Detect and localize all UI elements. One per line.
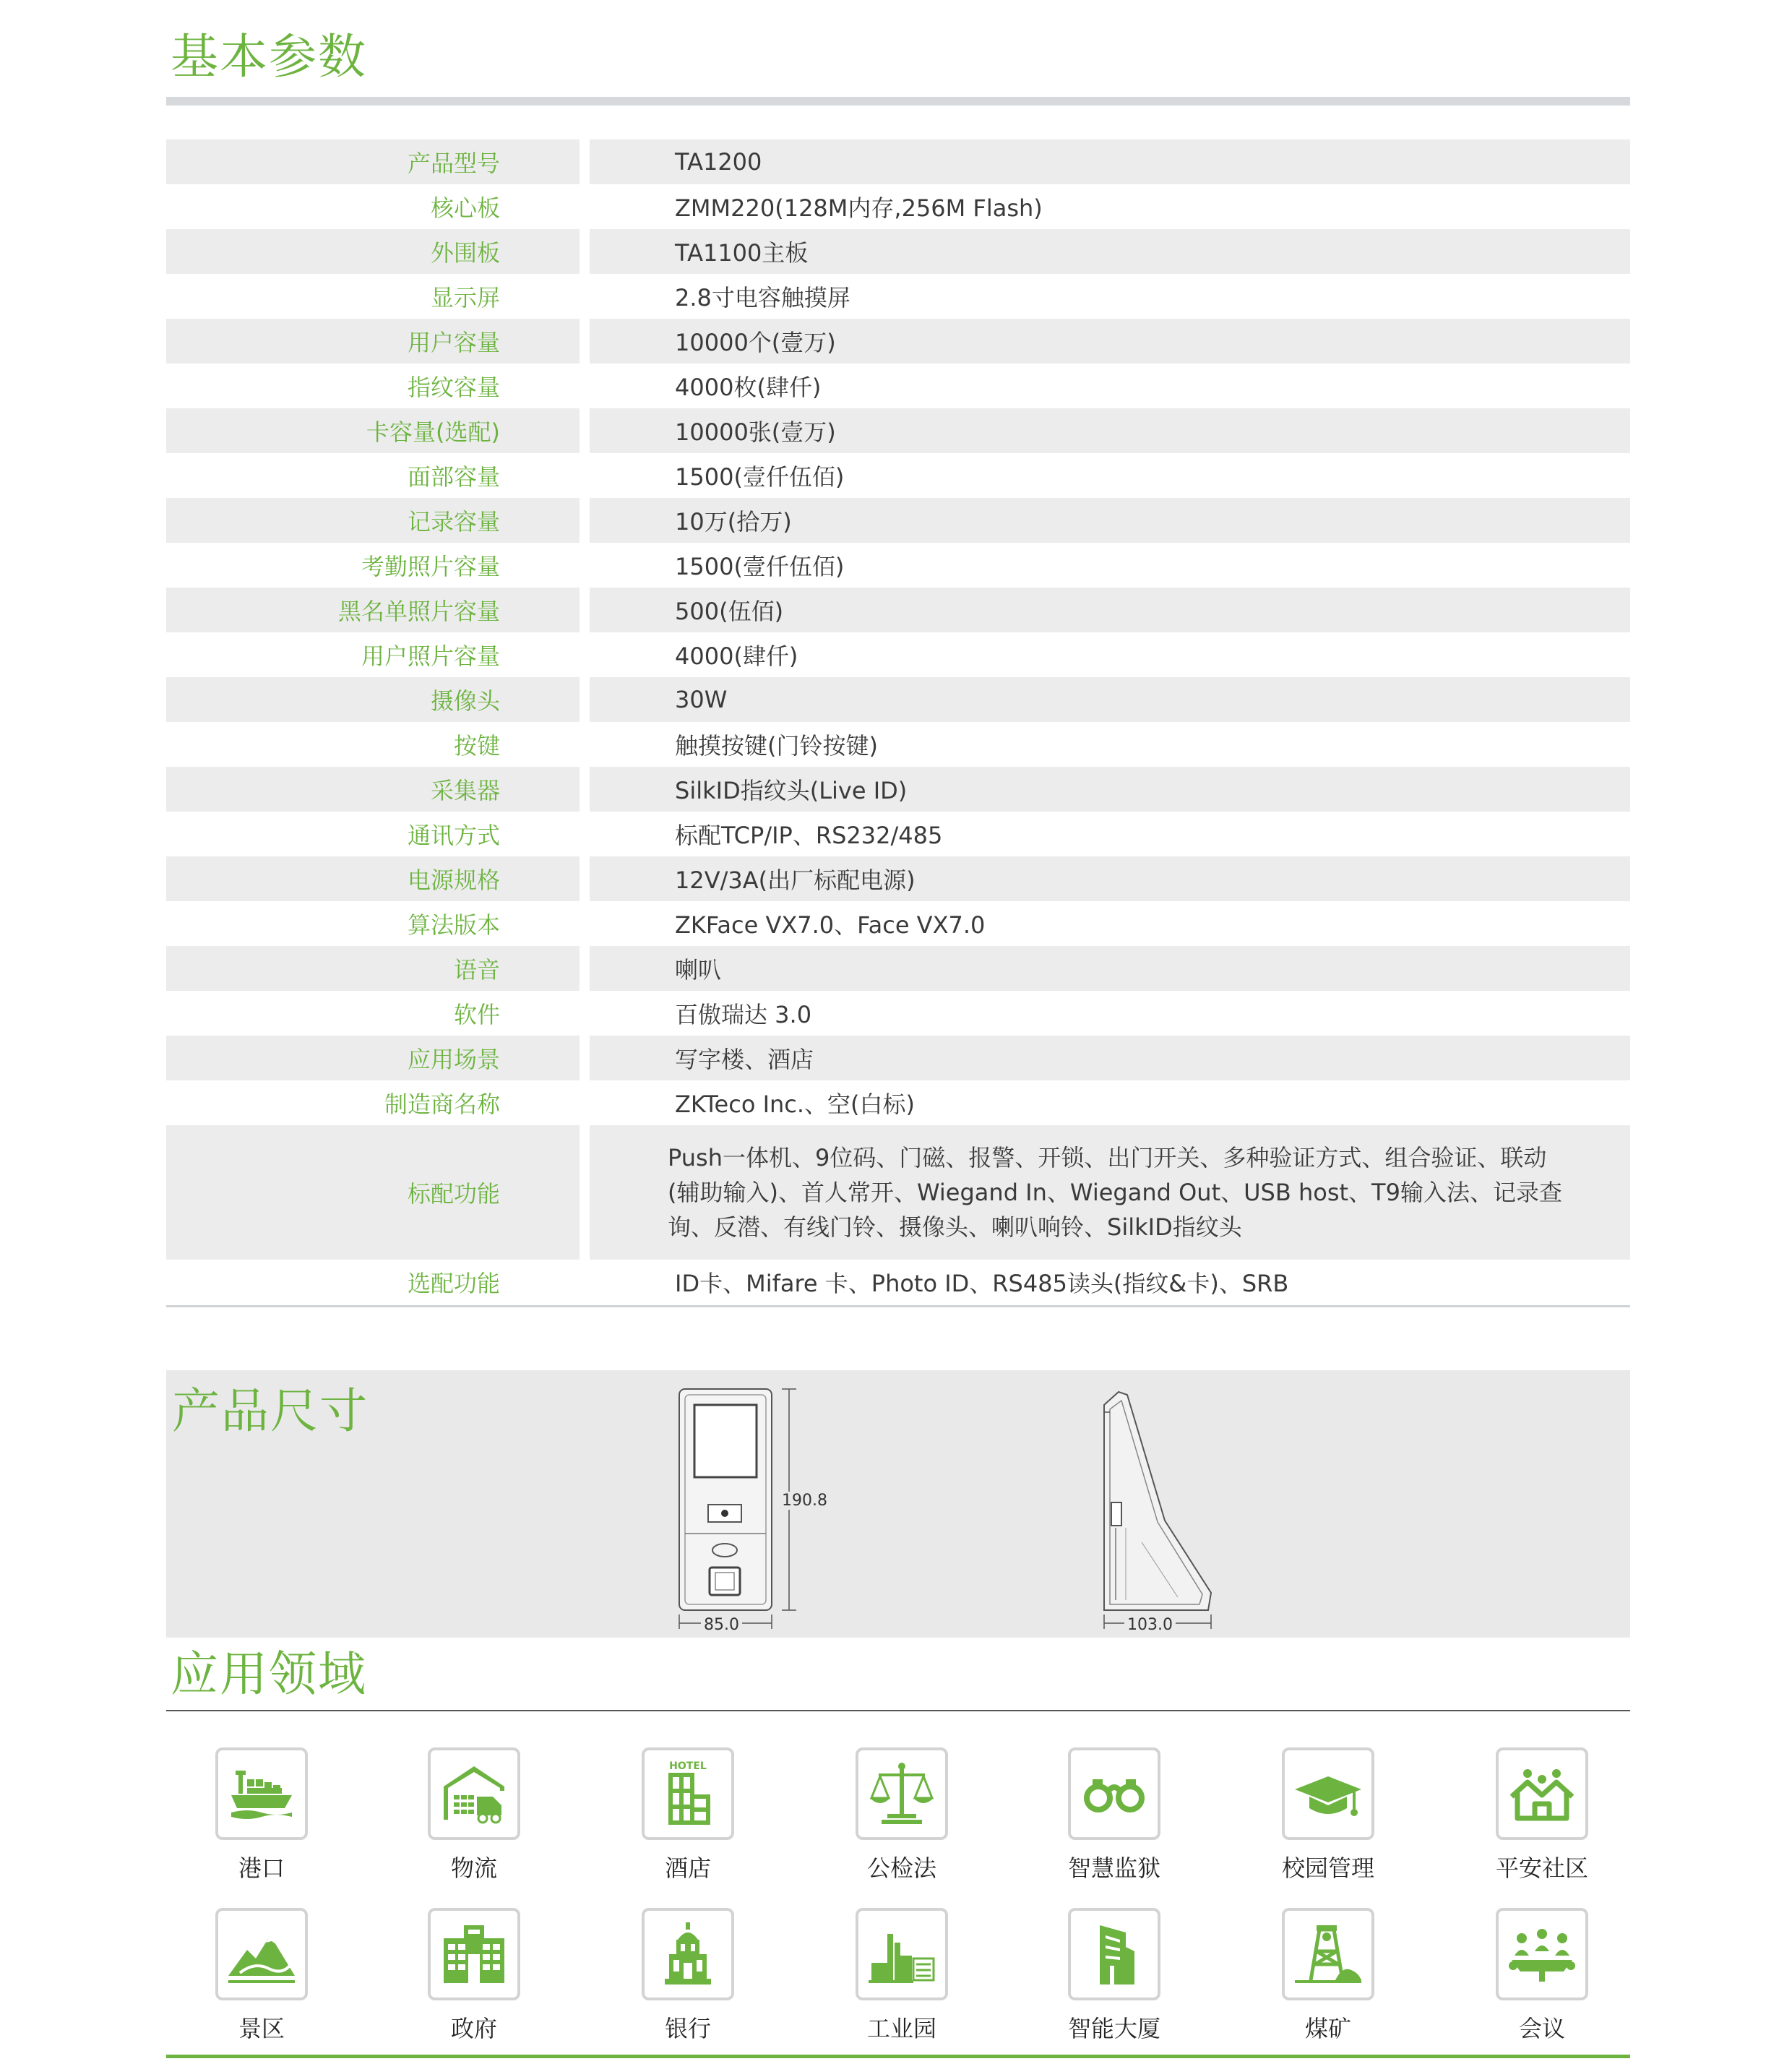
application-item-meeting — [1463, 1908, 1621, 2044]
application-item-industrial-park — [822, 1908, 981, 2044]
spec-cell-gap — [580, 319, 590, 364]
spec-cell-gap — [580, 588, 590, 632]
dimension-height-label: 190.8 — [779, 1492, 830, 1510]
spec-row — [166, 722, 1630, 767]
spec-value: 10000张(壹万) — [590, 408, 1630, 453]
application-item-bank — [608, 1908, 767, 2044]
spec-value: 1500(壹仟伍佰) — [675, 463, 845, 491]
spec-row — [166, 812, 1630, 856]
spec-cell-gap — [580, 1260, 590, 1304]
spec-section-title: 基本参数 — [171, 29, 367, 85]
application-item-community — [1463, 1747, 1621, 1883]
spec-value: ZKFace VX7.0、Face VX7.0 — [675, 911, 986, 939]
spec-row — [166, 901, 1630, 946]
spec-row — [166, 408, 1630, 453]
community-icon — [1496, 1747, 1588, 1840]
spec-table — [166, 139, 1630, 1304]
application-label: 港口 — [238, 1854, 285, 1882]
spec-row — [166, 1125, 1630, 1260]
spec-value: SilkID指纹头(Live ID) — [590, 767, 1630, 812]
spec-title-rule — [166, 97, 1630, 106]
factory-icon — [856, 1908, 948, 2000]
application-label: 工业园 — [866, 2015, 936, 2042]
scales-icon — [856, 1747, 948, 1840]
spec-cell-gap — [580, 543, 590, 588]
spec-cell-gap — [580, 364, 590, 408]
application-item-prison — [1035, 1747, 1194, 1883]
spec-label: 黑名单照片容量 — [166, 588, 580, 632]
spec-label: 外围板 — [166, 229, 580, 274]
spec-value: 1500(壹仟伍佰) — [675, 553, 845, 580]
dimension-section-title: 产品尺寸 — [172, 1383, 369, 1439]
spec-row — [166, 139, 1630, 184]
spec-row — [166, 453, 1630, 498]
government-building-icon — [428, 1908, 520, 2000]
spec-label: 产品型号 — [166, 139, 580, 184]
spec-cell-gap — [580, 767, 590, 812]
application-label: 智能大厦 — [1067, 2015, 1160, 2042]
bank-icon — [642, 1908, 734, 2000]
spec-value: 标配TCP/IP、RS232/485 — [675, 822, 943, 849]
spec-value: 500(伍佰) — [590, 588, 1630, 632]
application-label: 公检法 — [866, 1854, 936, 1882]
spec-cell-gap — [580, 901, 590, 946]
application-label: 银行 — [664, 2015, 711, 2042]
application-item-port — [182, 1747, 341, 1883]
spec-label: 显示屏 — [430, 284, 500, 311]
spec-cell-gap — [580, 408, 590, 453]
application-item-coal-mine — [1249, 1908, 1408, 2044]
application-item-hotel — [608, 1747, 767, 1883]
application-item-government — [395, 1908, 553, 2044]
spec-value: 10万(拾万) — [590, 498, 1630, 543]
dimension-panel — [166, 1370, 1630, 1638]
spec-label: 选配功能 — [407, 1270, 500, 1297]
spec-label: 语音 — [166, 946, 580, 991]
spec-table-bottom-rule — [166, 1305, 1630, 1307]
spec-row — [166, 1036, 1630, 1080]
spec-cell-gap — [580, 1036, 590, 1080]
application-item-scenic — [182, 1908, 341, 2044]
spec-label: 用户照片容量 — [361, 642, 500, 670]
spec-cell-gap — [580, 184, 590, 229]
spec-label: 标配功能 — [166, 1125, 580, 1260]
application-item-campus — [1249, 1747, 1408, 1883]
spec-value: 喇叭 — [590, 946, 1630, 991]
spec-row — [166, 1260, 1630, 1304]
application-label: 会议 — [1518, 2015, 1565, 2042]
device-side-view — [1084, 1383, 1272, 1636]
spec-row — [166, 319, 1630, 364]
application-item-smart-building — [1035, 1908, 1194, 2044]
spec-value: ID卡、Mifare 卡、Photo ID、RS485读头(指纹&卡)、SRB — [675, 1270, 1289, 1297]
spec-row — [166, 991, 1630, 1036]
handcuffs-icon — [1068, 1747, 1160, 1840]
spec-row — [166, 946, 1630, 991]
coal-mine-icon — [1282, 1908, 1374, 2000]
spec-row — [166, 588, 1630, 632]
spec-cell-gap — [580, 1125, 590, 1260]
application-label: 煤矿 — [1304, 2015, 1351, 2042]
spec-label: 摄像头 — [166, 677, 580, 722]
spec-row — [166, 184, 1630, 229]
spec-cell-gap — [580, 677, 590, 722]
application-label: 物流 — [450, 1854, 497, 1882]
spec-label: 面部容量 — [407, 463, 500, 491]
spec-value: 4000(肆仟) — [675, 642, 798, 670]
spec-label: 记录容量 — [166, 498, 580, 543]
spec-value: 10000个(壹万) — [590, 319, 1630, 364]
spec-row — [166, 274, 1630, 319]
spec-value: 4000枚(肆仟) — [675, 374, 822, 401]
spec-value: 触摸按键(门铃按键) — [675, 732, 878, 760]
spec-cell-gap — [580, 229, 590, 274]
skyscraper-icon — [1068, 1908, 1160, 2000]
graduation-cap-icon — [1282, 1747, 1374, 1840]
application-label: 校园管理 — [1281, 1854, 1374, 1882]
spec-cell-gap — [580, 1080, 590, 1125]
spec-label: 应用场景 — [166, 1036, 580, 1080]
spec-row — [166, 498, 1630, 543]
spec-value: ZKTeco Inc.、空(白标) — [675, 1091, 916, 1118]
application-title-rule — [166, 1710, 1630, 1711]
spec-label: 考勤照片容量 — [361, 553, 500, 580]
application-label: 政府 — [450, 2015, 497, 2042]
spec-cell-gap — [580, 991, 590, 1036]
spec-value: TA1200 — [590, 139, 1630, 184]
spec-label: 制造商名称 — [384, 1091, 500, 1118]
mountain-icon — [215, 1908, 308, 2000]
spec-label: 按键 — [453, 732, 500, 760]
spec-cell-gap — [580, 498, 590, 543]
spec-row — [166, 856, 1630, 901]
spec-row — [166, 543, 1630, 588]
spec-label: 软件 — [453, 1001, 500, 1028]
spec-value: ZMM220(128M内存,256M Flash) — [675, 194, 1043, 222]
application-label: 平安社区 — [1495, 1854, 1588, 1882]
ship-icon — [215, 1747, 308, 1840]
footer-green-rule — [166, 2055, 1630, 2058]
logistics-truck-icon — [428, 1747, 520, 1840]
spec-cell-gap — [580, 139, 590, 184]
spec-label: 电源规格 — [166, 856, 580, 901]
application-label: 酒店 — [664, 1854, 711, 1882]
spec-label: 通讯方式 — [407, 822, 500, 849]
spec-value: Push一体机、9位码、门磁、报警、开锁、出门开关、多种验证方式、组合验证、联动(辅助输入)、首人常开、Wiegand In、Wiegand Out、USB host、T9输入法、记录查询、反潜、有线门铃、摄像头、喇叭响铃、SilkID指纹头 — [590, 1125, 1630, 1260]
spec-cell-gap — [580, 856, 590, 901]
spec-cell-gap — [580, 722, 590, 767]
spec-value: 百傲瑞达 3.0 — [675, 1001, 812, 1028]
spec-label: 用户容量 — [166, 319, 580, 364]
dimension-width-label: 85.0 — [701, 1616, 742, 1634]
application-label: 智慧监狱 — [1067, 1854, 1160, 1882]
dimension-depth-label: 103.0 — [1124, 1616, 1176, 1634]
spec-row — [166, 767, 1630, 812]
device-front-view — [665, 1383, 853, 1636]
spec-label: 卡容量(选配) — [166, 408, 580, 453]
application-item-logistics — [395, 1747, 553, 1883]
spec-row — [166, 364, 1630, 408]
meeting-icon — [1496, 1908, 1588, 2000]
spec-row — [166, 677, 1630, 722]
spec-value: TA1100主板 — [590, 229, 1630, 274]
spec-value: 30W — [590, 677, 1630, 722]
spec-cell-gap — [580, 946, 590, 991]
spec-label: 采集器 — [166, 767, 580, 812]
spec-label: 算法版本 — [407, 911, 500, 939]
spec-cell-gap — [580, 453, 590, 498]
spec-row — [166, 1080, 1630, 1125]
hotel-sign-text: HOTEL — [669, 1760, 707, 1772]
spec-cell-gap — [580, 274, 590, 319]
application-label: 景区 — [238, 2015, 285, 2042]
hotel-icon — [642, 1747, 734, 1840]
spec-row — [166, 632, 1630, 677]
application-item-justice — [822, 1747, 981, 1883]
spec-cell-gap — [580, 812, 590, 856]
spec-label: 核心板 — [430, 194, 500, 222]
spec-cell-gap — [580, 632, 590, 677]
application-section-title: 应用领域 — [171, 1646, 367, 1702]
spec-value: 写字楼、酒店 — [590, 1036, 1630, 1080]
spec-label: 指纹容量 — [407, 374, 500, 401]
spec-value: 2.8寸电容触摸屏 — [675, 284, 850, 311]
spec-value: 12V/3A(出厂标配电源) — [590, 856, 1630, 901]
spec-row — [166, 229, 1630, 274]
